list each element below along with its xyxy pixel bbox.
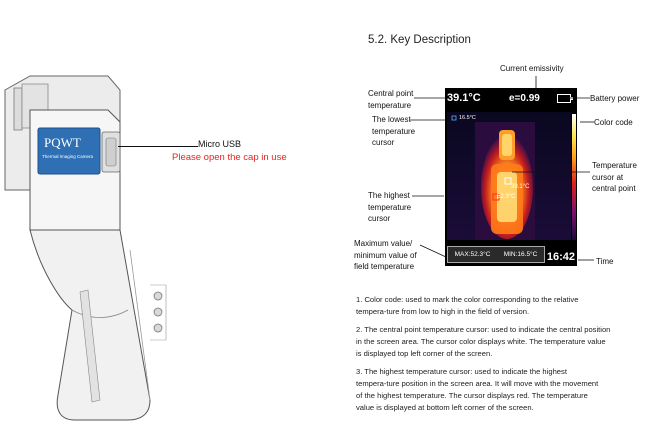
thermal-camera-illustration (0, 70, 200, 430)
lowest-temp-reading: 16.5°C (459, 115, 476, 121)
brand-logo: PQWT (44, 135, 81, 150)
max-value: MAX:52.3°C (454, 251, 491, 258)
side-button-3 (154, 324, 162, 332)
min-value: MIN:16.5°C (503, 251, 538, 258)
description-2: 2. The central point temperature cursor: used to indicate the central position in the screen area. The cursor color displays white. The temperature value is displayed top left corner of the screen. (356, 325, 611, 359)
usb-callout-line (118, 146, 198, 147)
emissivity-reading: e=0.99 (509, 93, 540, 104)
svg-text:Thermal Imaging Camera: Thermal Imaging Camera (42, 154, 94, 159)
label-central-point-temp: Central point temperature (368, 89, 414, 110)
central-temp-reading: 39.1°C (447, 92, 481, 104)
side-button-2 (154, 308, 162, 316)
description-3: 3. The highest temperature cursor: used to indicate the highest tempera-ture position in the screen area. It will move with the movement of the highest temperature. The cursor displays red. The temperature value is displayed at bottom left corner of the screen. (356, 367, 599, 413)
side-button-1 (154, 292, 162, 300)
cursor-temp-reading: 39.1°C (511, 184, 530, 190)
label-time: Time (596, 257, 614, 266)
micro-usb-label: Micro USB (198, 139, 242, 149)
label-battery-power: Battery power (590, 94, 640, 103)
highest-temp-reading: 52.3°C (497, 194, 516, 200)
time-readout: 16:42 (546, 251, 575, 263)
section-title: 5.2. Key Description (368, 34, 471, 46)
label-current-emissivity: Current emissivity (500, 64, 564, 73)
description-1: 1. Color code: used to mark the color corresponding to the relative tempera-ture from low to high in the field of version. (356, 295, 579, 317)
label-highest-cursor: The highest temperature cursor (368, 191, 412, 224)
label-color-code: Color code (594, 118, 633, 127)
usb-cap-note: Please open the cap in use (172, 152, 287, 163)
label-temp-cursor-central: Temperature cursor at central point (592, 161, 637, 194)
label-maxmin: Maximum value/ minimum value of field temperature (354, 239, 417, 272)
label-lowest-cursor: The lowest temperature cursor (372, 115, 416, 148)
